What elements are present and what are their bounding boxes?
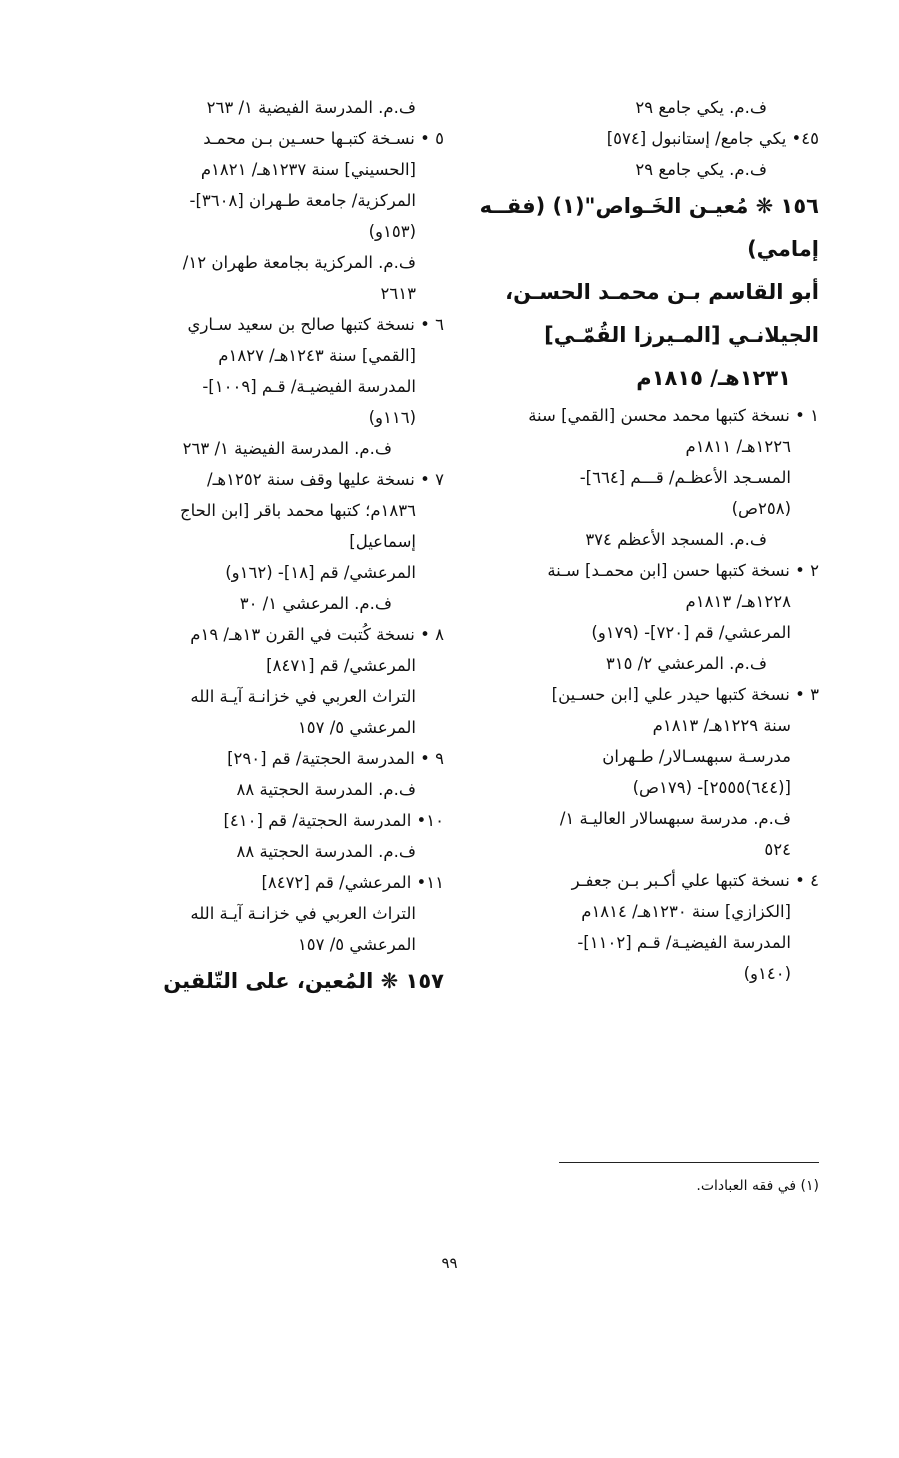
text-line: التراث العربي في خزانـة آيـة الله (190, 904, 416, 923)
text-line: ٣ • نسخة كتبها حيدر علي [ابن حسـين] (551, 685, 819, 704)
text-line: (٢٥٨ص) (731, 499, 791, 518)
text-line: ف.م. مدرسة سبهسالار العاليـة ١/ (559, 809, 791, 828)
text-line: ٥ • نسـخة كتبـها حسـين بـن محمـد (203, 129, 444, 148)
text-line: ف.م. المركزية بجامعة طهران ١٢/ (182, 253, 416, 272)
text-line: المرعشي/ قم [١٨]- (١٦٢و) (225, 563, 416, 582)
text-line: ف.م. المدرسة الحجتية ٨٨ (236, 780, 416, 799)
text-line: ف.م. المدرسة الفيضية ١/ ٢٦٣ (206, 98, 416, 117)
text-line: ١٢٢٨هـ/ ١٨١٣م (685, 592, 791, 611)
text-line: المرعشي ٥/ ١٥٧ (297, 935, 416, 954)
text-line: المرعشي/ قم [٨٤٧١] (266, 656, 416, 675)
text-line: المركزية/ جامعة طـهران [٣٦٠٨]- (189, 191, 416, 210)
text-line: ٢٦١٣ (380, 284, 416, 303)
text-line: ٥٢٤ (764, 840, 791, 859)
text-line: ف.م. المرعشي ٢/ ٣١٥ (605, 654, 767, 673)
text-line: ١٨٣٦م؛ كتبها محمد باقر [ابن الحاج (180, 501, 416, 520)
entry-heading: أبو القاسم بـن محمـد الحسـن، (505, 280, 819, 304)
entry-heading: إمامي) (747, 237, 819, 261)
text-line: مدرسـة سبهسـالار/ طـهران (602, 747, 791, 766)
text-line: [القمي] سنة ١٢٤٣هـ/ ١٨٢٧م (218, 346, 416, 365)
text-line: ف.م. المدرسة الحجتية ٨٨ (236, 842, 416, 861)
text-line: ف.م. يكي جامع ٢٩ (635, 98, 767, 117)
left-column (94, 92, 444, 1003)
text-line: إسماعيل] (349, 532, 416, 551)
text-line: ف.م. المسجد الأعظم ٣٧٤ (585, 530, 767, 549)
text-line: المدرسة الفيضيـة/ قـم [١١٠٢]- (577, 933, 791, 952)
right-column (474, 92, 819, 989)
text-line: ١ • نسخة كتبها محمد محسن [القمي] سنة (528, 406, 819, 425)
text-line: [(٦٤٤)٢٥٥٥]- (١٧٩ص) (632, 778, 791, 797)
text-line: المرعشي/ قم [٧٢٠]- (١٧٩و) (591, 623, 791, 642)
text-line: المدرسة الفيضيـة/ قـم [١٠٠٩]- (202, 377, 416, 396)
text-line: ١٢٢٦هـ/ ١٨١١م (685, 437, 791, 456)
text-line: المرعشي ٥/ ١٥٧ (297, 718, 416, 737)
text-line: التراث العربي في خزانـة آيـة الله (190, 687, 416, 706)
text-line: ١٠• المدرسة الحجتية/ قم [٤١٠] (223, 811, 444, 830)
text-line: ٦ • نسخة كتبها صالح بن سعيد سـاري (187, 315, 444, 334)
text-line: سنة ١٢٢٩هـ/ ١٨١٣م (652, 716, 791, 735)
entry-heading: ١٢٣١هـ/ ١٨١٥م (636, 366, 791, 390)
text-line: (١٥٣و) (368, 222, 416, 241)
entry-heading: ١٥٦ ❋ مُعيـن الخَـواص"(١) (فقــه (479, 194, 819, 218)
text-line: ف.م. يكي جامع ٢٩ (635, 160, 767, 179)
text-line: (١٤٠و) (743, 964, 791, 983)
text-line: ٤ • نسخة كتبها علي أكـبر بـن جعفـر (571, 871, 819, 890)
text-line: [الكزازي] سنة ١٢٣٠هـ/ ١٨١٤م (581, 902, 791, 921)
text-line: [الحسيني] سنة ١٢٣٧هـ/ ١٨٢١م (200, 160, 416, 179)
text-line: (١١٦و) (368, 408, 416, 427)
footnote: (١) في فقه العبادات. (696, 1178, 819, 1194)
footnote-divider (559, 1162, 819, 1163)
text-line: ف.م. المرعشي ١/ ٣٠ (239, 594, 392, 613)
page-number: ٩٩ (441, 1254, 458, 1272)
entry-heading: ١٥٧ ❋ المُعين، على التّلقين (163, 969, 444, 993)
text-line: ٤٥• يكي جامع/ إستانبول [٥٧٤] (606, 129, 819, 148)
text-line: ١١• المرعشي/ قم [٨٤٧٢] (261, 873, 444, 892)
entry-heading: الجيلانـي [المـيرزا القُمّـي] (544, 323, 819, 347)
text-line: ف.م. المدرسة الفيضية ١/ ٢٦٣ (182, 439, 392, 458)
text-line: ٢ • نسخة كتبها حسن [ابن محمـد] سـنة (547, 561, 819, 580)
text-line: ٧ • نسخة عليها وقف سنة ١٢٥٢هـ/ (207, 470, 444, 489)
text-line: ٨ • نسخة كُتبت في القرن ١٣هـ/ ١٩م (190, 625, 444, 644)
text-line: ٩ • المدرسة الحجتية/ قم [٢٩٠] (227, 749, 444, 768)
text-line: المسـجد الأعظـم/ قـــم [٦٦٤]- (579, 468, 791, 487)
